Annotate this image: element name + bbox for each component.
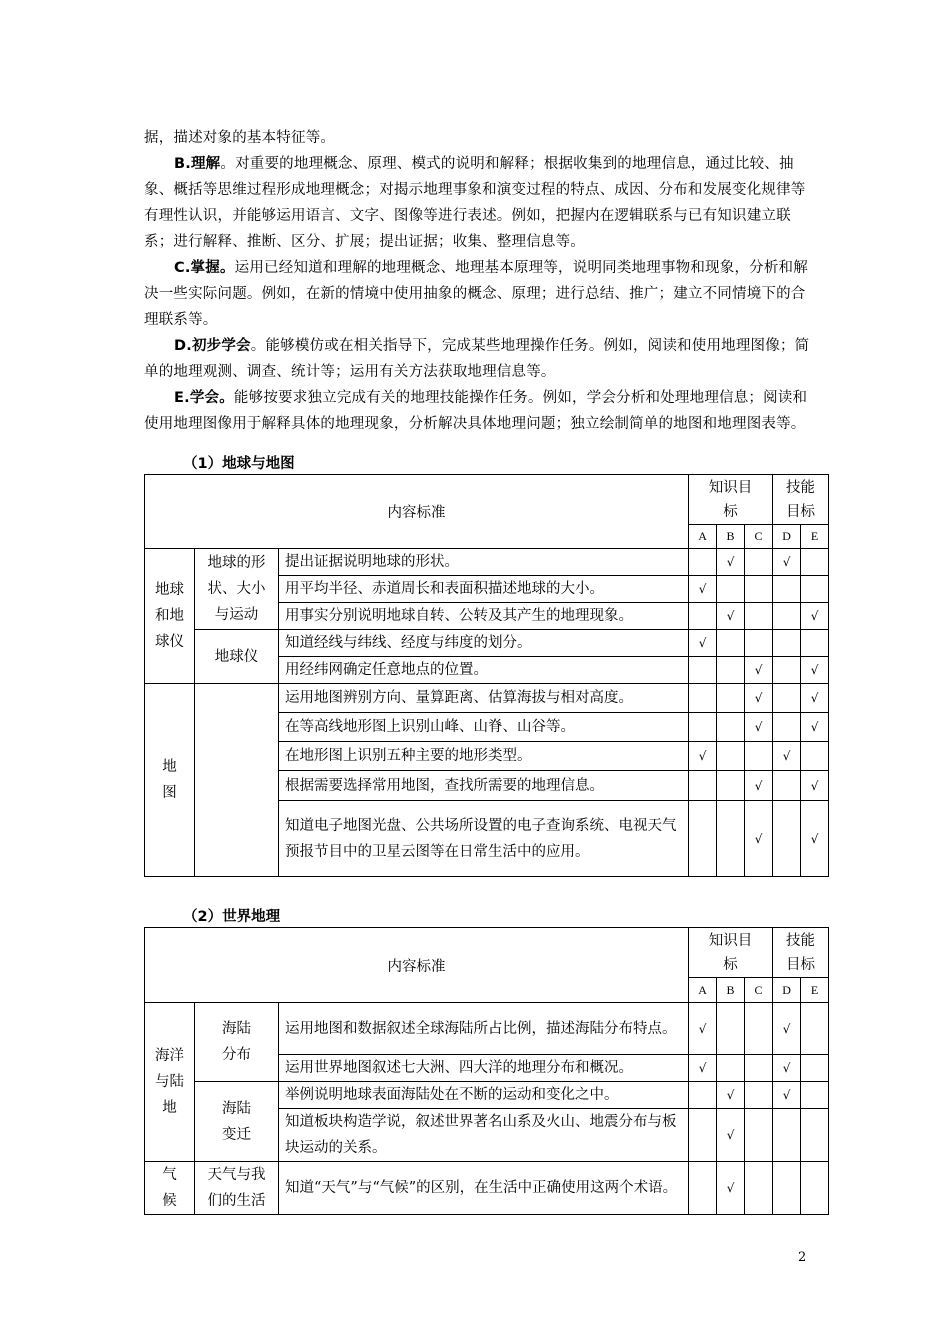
header-content: 内容标准 <box>145 928 689 1003</box>
check-mark: √ <box>801 603 829 630</box>
header-letter-e: E <box>801 978 829 1003</box>
table-row: 知道板块构造学说，叙述世界著名山系及火山、地震分布与板块运动的关系。 <box>279 1109 689 1162</box>
table-row: 运用世界地图叙述七大洲、四大洋的地理分布和概况。 <box>279 1055 689 1082</box>
header-letter-a: A <box>689 978 717 1003</box>
group-ocean-land: 海洋与陆地 <box>145 1003 195 1162</box>
table-row: 根据需要选择常用地图，查找所需要的地理信息。 <box>279 771 689 801</box>
check-mark <box>773 603 801 630</box>
header-letter-b: B <box>717 978 745 1003</box>
header-letter-d: D <box>773 978 801 1003</box>
check-mark <box>745 549 773 576</box>
sub-ocean-land-distribution: 海陆分布 <box>195 1003 279 1082</box>
check-mark <box>689 1109 717 1162</box>
check-mark <box>745 630 773 657</box>
paragraph-b: B.理解。对重要的地理概念、原理、模式的说明和解释；根据收集到的地理信息，通过比较、抽象、概括等思维过程形成地理概念；对揭示地理事象和演变过程的特点、成因、分布和发展变化规律等有理性认识，并能够运用语言、文字、图像等进行表述。例如，把握内在逻辑联系与已有知识建立联系；进行解释、推断、区分、扩展；提出证据；收集、整理信息等。 <box>144 156 806 250</box>
check-mark: √ <box>801 684 829 713</box>
header-knowledge: 知识目标 <box>689 475 773 525</box>
table-row: 举例说明地球表面海陆处在不断的运动和变化之中。 <box>279 1082 689 1109</box>
check-mark <box>717 801 745 877</box>
check-mark <box>773 1162 801 1215</box>
check-mark <box>773 1109 801 1162</box>
check-mark: √ <box>689 576 717 603</box>
paragraph-d-label: D.初步学会 <box>174 338 251 354</box>
check-mark: √ <box>801 657 829 684</box>
header-knowledge: 知识目标 <box>689 928 773 978</box>
check-mark <box>689 801 717 877</box>
header-letter-b: B <box>717 525 745 549</box>
check-mark <box>689 713 717 742</box>
check-mark: √ <box>745 657 773 684</box>
check-mark <box>773 684 801 713</box>
group-climate: 气候 <box>145 1162 195 1215</box>
check-mark <box>745 1082 773 1109</box>
check-mark <box>773 771 801 801</box>
header-letter-c: C <box>745 525 773 549</box>
check-mark <box>773 657 801 684</box>
table-row: 运用地图和数据叙述全球海陆所占比例，描述海陆分布特点。 <box>279 1003 689 1055</box>
table-row: 知道“天气”与“气候”的区别，在生活中正确使用这两个术语。 <box>279 1162 689 1215</box>
sub-weather-life: 天气与我们的生活 <box>195 1162 279 1215</box>
check-mark <box>745 576 773 603</box>
check-mark <box>717 742 745 771</box>
sub-earth-shape: 地球的形状、大小与运动 <box>195 549 279 630</box>
check-mark: √ <box>745 713 773 742</box>
check-mark <box>801 1109 829 1162</box>
check-mark: √ <box>689 742 717 771</box>
header-letter-e: E <box>801 525 829 549</box>
check-mark <box>689 684 717 713</box>
check-mark <box>745 1109 773 1162</box>
check-mark <box>717 1055 745 1082</box>
check-mark <box>717 713 745 742</box>
table-row: 在地形图上识别五种主要的地形类型。 <box>279 742 689 771</box>
check-mark <box>773 801 801 877</box>
page-number: 2 <box>798 1250 807 1265</box>
check-mark <box>689 657 717 684</box>
sub-ocean-land-change: 海陆变迁 <box>195 1082 279 1162</box>
check-mark: √ <box>689 1003 717 1055</box>
check-mark: √ <box>689 630 717 657</box>
check-mark <box>801 549 829 576</box>
paragraph-e: E.学会。能够按要求独立完成有关的地理技能操作任务。例如，学会分析和处理地理信息；阅读和使用地理图像用于解释具体的地理现象，分析解决具体地理问题；独立绘制简单的地图和地理图表等。 <box>144 390 808 432</box>
check-mark <box>773 576 801 603</box>
check-mark <box>689 1162 717 1215</box>
check-mark <box>801 1082 829 1109</box>
table-row: 用经纬网确定任意地点的位置。 <box>279 657 689 684</box>
check-mark: √ <box>801 771 829 801</box>
table-row: 用平均半径、赤道周长和表面积描述地球的大小。 <box>279 576 689 603</box>
check-mark: √ <box>773 1082 801 1109</box>
paragraph-c: C.掌握。运用已经知道和理解的地理概念、地理基本原理等，说明同类地理事物和现象，分析和解决一些实际问题。例如，在新的情境中使用抽象的概念、原理；进行总结、推广；建立不同情境下的合理联系等。 <box>144 260 808 328</box>
table2-title: （2）世界地理 <box>183 909 281 925</box>
check-mark <box>689 1082 717 1109</box>
check-mark <box>717 576 745 603</box>
paragraph-d: D.初步学会。能够模仿或在相关指导下，完成某些地理操作任务。例如，阅读和使用地理图像；简单的地理观测、调查、统计等；运用有关方法获取地理信息等。 <box>144 338 810 380</box>
check-mark: √ <box>801 713 829 742</box>
table2-world-geography <box>144 927 829 1215</box>
sub-globe: 地球仪 <box>195 630 279 684</box>
table-row: 知道经线与纬线、经度与纬度的划分。 <box>279 630 689 657</box>
table-row: 提出证据说明地球的形状。 <box>279 549 689 576</box>
check-mark: √ <box>717 1162 745 1215</box>
check-mark <box>773 713 801 742</box>
check-mark <box>745 603 773 630</box>
paragraph-a-continued: 据，描述对象的基本特征等。 <box>144 130 336 146</box>
check-mark <box>717 1003 745 1055</box>
check-mark: √ <box>717 549 745 576</box>
check-mark <box>801 742 829 771</box>
check-mark <box>773 630 801 657</box>
check-mark <box>689 549 717 576</box>
check-mark: √ <box>717 1109 745 1162</box>
check-mark <box>717 684 745 713</box>
table-row: 运用地图辨别方向、量算距离、估算海拔与相对高度。 <box>279 684 689 713</box>
check-mark: √ <box>773 1003 801 1055</box>
check-mark <box>717 771 745 801</box>
table-row: 知道电子地图光盘、公共场所设置的电子查询系统、电视天气预报节目中的卫星云图等在日常生活中的应用。 <box>279 801 689 877</box>
header-content: 内容标准 <box>145 475 689 549</box>
check-mark <box>689 771 717 801</box>
header-letter-c: C <box>745 978 773 1003</box>
header-skill: 技能目标 <box>773 475 829 525</box>
check-mark: √ <box>745 684 773 713</box>
paragraph-e-label: E.学会。 <box>174 390 234 406</box>
check-mark <box>801 630 829 657</box>
check-mark <box>717 630 745 657</box>
paragraph-b-label: B.理解 <box>174 156 221 172</box>
check-mark: √ <box>773 549 801 576</box>
check-mark <box>801 1003 829 1055</box>
check-mark <box>745 1003 773 1055</box>
check-mark: √ <box>717 1082 745 1109</box>
paragraph-c-label: C.掌握。 <box>174 260 235 276</box>
check-mark: √ <box>745 801 773 877</box>
check-mark: √ <box>773 742 801 771</box>
check-mark <box>801 576 829 603</box>
check-mark <box>689 603 717 630</box>
check-mark: √ <box>773 1055 801 1082</box>
header-letter-a: A <box>689 525 717 549</box>
check-mark <box>745 1162 773 1215</box>
group-earth-globe: 地球和地球仪 <box>145 549 195 684</box>
table-row: 用事实分别说明地球自转、公转及其产生的地理现象。 <box>279 603 689 630</box>
table1-earth-and-maps <box>144 474 829 877</box>
check-mark: √ <box>801 801 829 877</box>
check-mark <box>717 657 745 684</box>
header-letter-d: D <box>773 525 801 549</box>
check-mark <box>801 1162 829 1215</box>
check-mark <box>801 1055 829 1082</box>
table1-title: （1）地球与地图 <box>183 456 295 472</box>
check-mark: √ <box>717 603 745 630</box>
check-mark: √ <box>745 771 773 801</box>
check-mark <box>745 742 773 771</box>
header-skill: 技能目标 <box>773 928 829 978</box>
check-mark <box>745 1055 773 1082</box>
group-map: 地图 <box>145 684 195 877</box>
table-row: 在等高线地形图上识别山峰、山脊、山谷等。 <box>279 713 689 742</box>
check-mark: √ <box>689 1055 717 1082</box>
sub-map-empty <box>195 684 279 877</box>
